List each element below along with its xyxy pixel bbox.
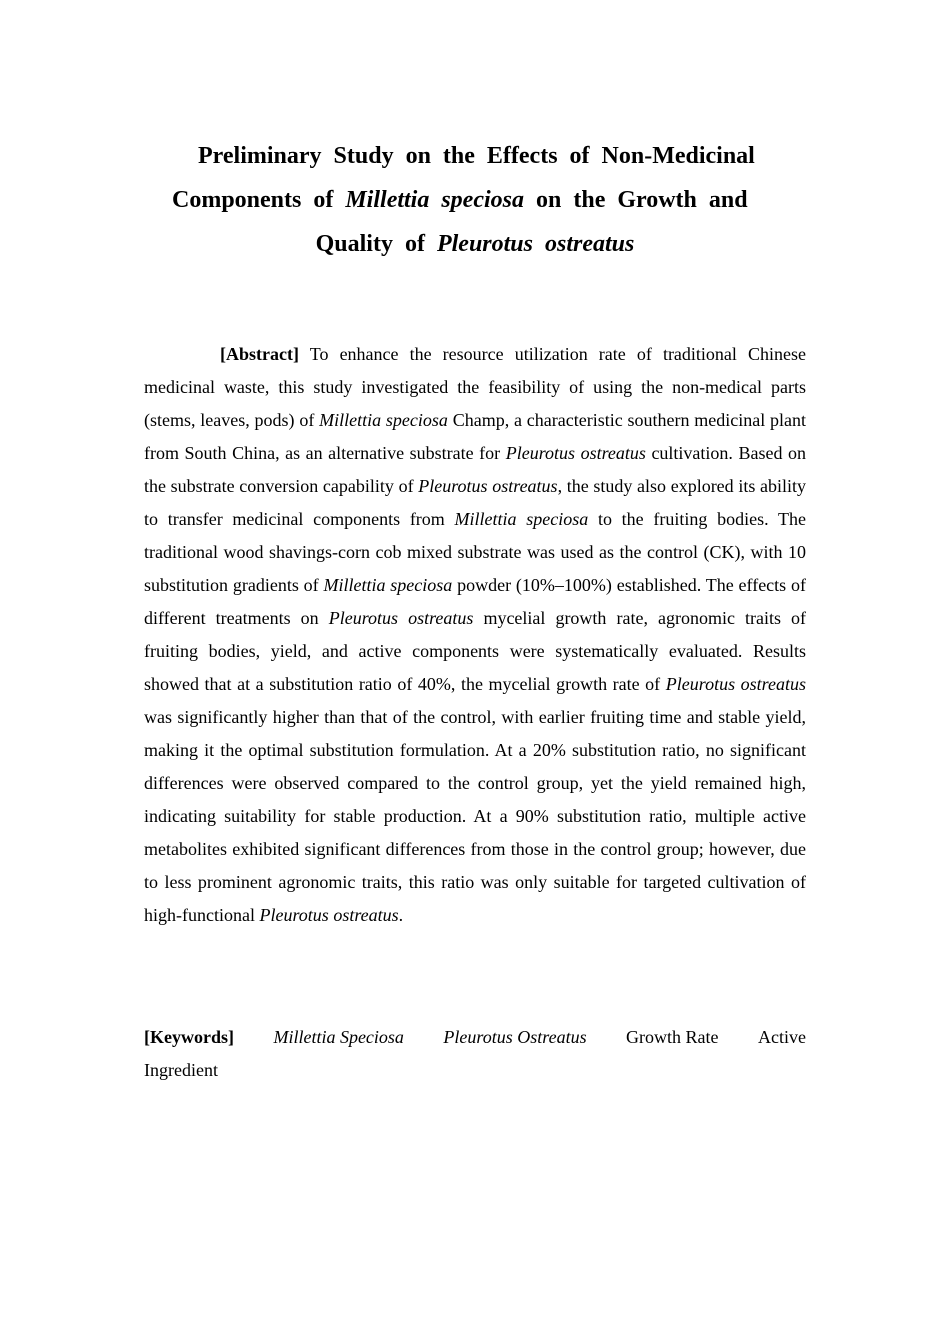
- title-line-3: [144, 222, 806, 266]
- abstract-species-8: Pleurotus ostreatus: [259, 905, 399, 925]
- title-line-2-prefix: Components of: [172, 187, 346, 213]
- abstract-species-6: Pleurotus ostreatus: [328, 608, 474, 628]
- abstract-text-1: To enhance the resource utilization rate of traditional Chinese medicinal waste, this study investigated the feasibility of using the non-medical parts (stems, leaves, pods) of: [144, 344, 806, 430]
- title-line-2: [144, 178, 806, 222]
- abstract-text-7: mycelial growth rate, agronomic traits of fruiting bodies, yield, and active components were systematically evaluated. Results showed that at a substitution ratio of 40%, the mycelial growth rate of: [144, 608, 806, 694]
- abstract-text-4: , the study also explored its ability to transfer medicinal components from: [144, 476, 806, 529]
- abstract-text-2: Champ, a characteristic southern medicinal plant from South China, as an alternative substrate for: [144, 410, 807, 463]
- abstract-species-2: Pleurotus ostreatus: [505, 443, 646, 463]
- abstract-species-3: Pleurotus ostreatus: [418, 476, 558, 496]
- keyword-item: Active: [758, 1027, 806, 1047]
- abstract-text-9: .: [398, 905, 404, 925]
- keyword-continuation: Ingredient: [144, 1060, 218, 1080]
- abstract-paragraph: [144, 338, 806, 932]
- title-species-millettia: Millettia speciosa: [345, 187, 524, 213]
- keywords-section: [144, 1021, 806, 1087]
- title-line-1: Preliminary Study on the Effects of Non-Medicinal: [198, 143, 755, 169]
- keyword-item: Pleurotus Ostreatus: [443, 1027, 587, 1047]
- abstract-label: [Abstract]: [220, 344, 299, 364]
- keywords-line: [144, 1021, 806, 1054]
- paper-title: [144, 134, 806, 266]
- abstract-species-7: Pleurotus ostreatus: [665, 674, 806, 694]
- keywords-label: [Keywords]: [144, 1027, 234, 1047]
- abstract-text-3: cultivation. Based on the substrate conversion capability of: [144, 443, 806, 496]
- abstract-text-8: was significantly higher than that of the control, with earlier fruiting time and stable yield, making it the optimal substitution formulation. At a 20% substitution ratio, no significant differences were observed compared to the control group, yet the yield remained high, indicating suitability for stable production. At a 90% substitution ratio, multiple active metabolites exhibited significant differences from those in the control group; however, due to less prominent agronomic traits, this ratio was only suitable for targeted cultivation of high-functional: [144, 707, 806, 925]
- abstract-species-5: Millettia speciosa: [323, 575, 453, 595]
- title-species-pleurotus: Pleurotus ostreatus: [436, 231, 635, 257]
- keyword-item: Growth Rate: [626, 1027, 719, 1047]
- title-line-3-prefix: Quality of: [315, 231, 437, 257]
- abstract-text-5: to the fruiting bodies. The traditional wood shavings-corn cob mixed substrate was used as the control (CK), with 10 substitution gradients of: [144, 509, 806, 595]
- abstract-text-6: powder (10%–100%) established. The effects of different treatments on: [144, 575, 806, 628]
- abstract-species-4: Millettia speciosa: [454, 509, 589, 529]
- title-line-2-suffix: on the Growth and: [524, 187, 748, 213]
- abstract-species-1: Millettia speciosa: [319, 410, 448, 430]
- keyword-item: Millettia Speciosa: [273, 1027, 404, 1047]
